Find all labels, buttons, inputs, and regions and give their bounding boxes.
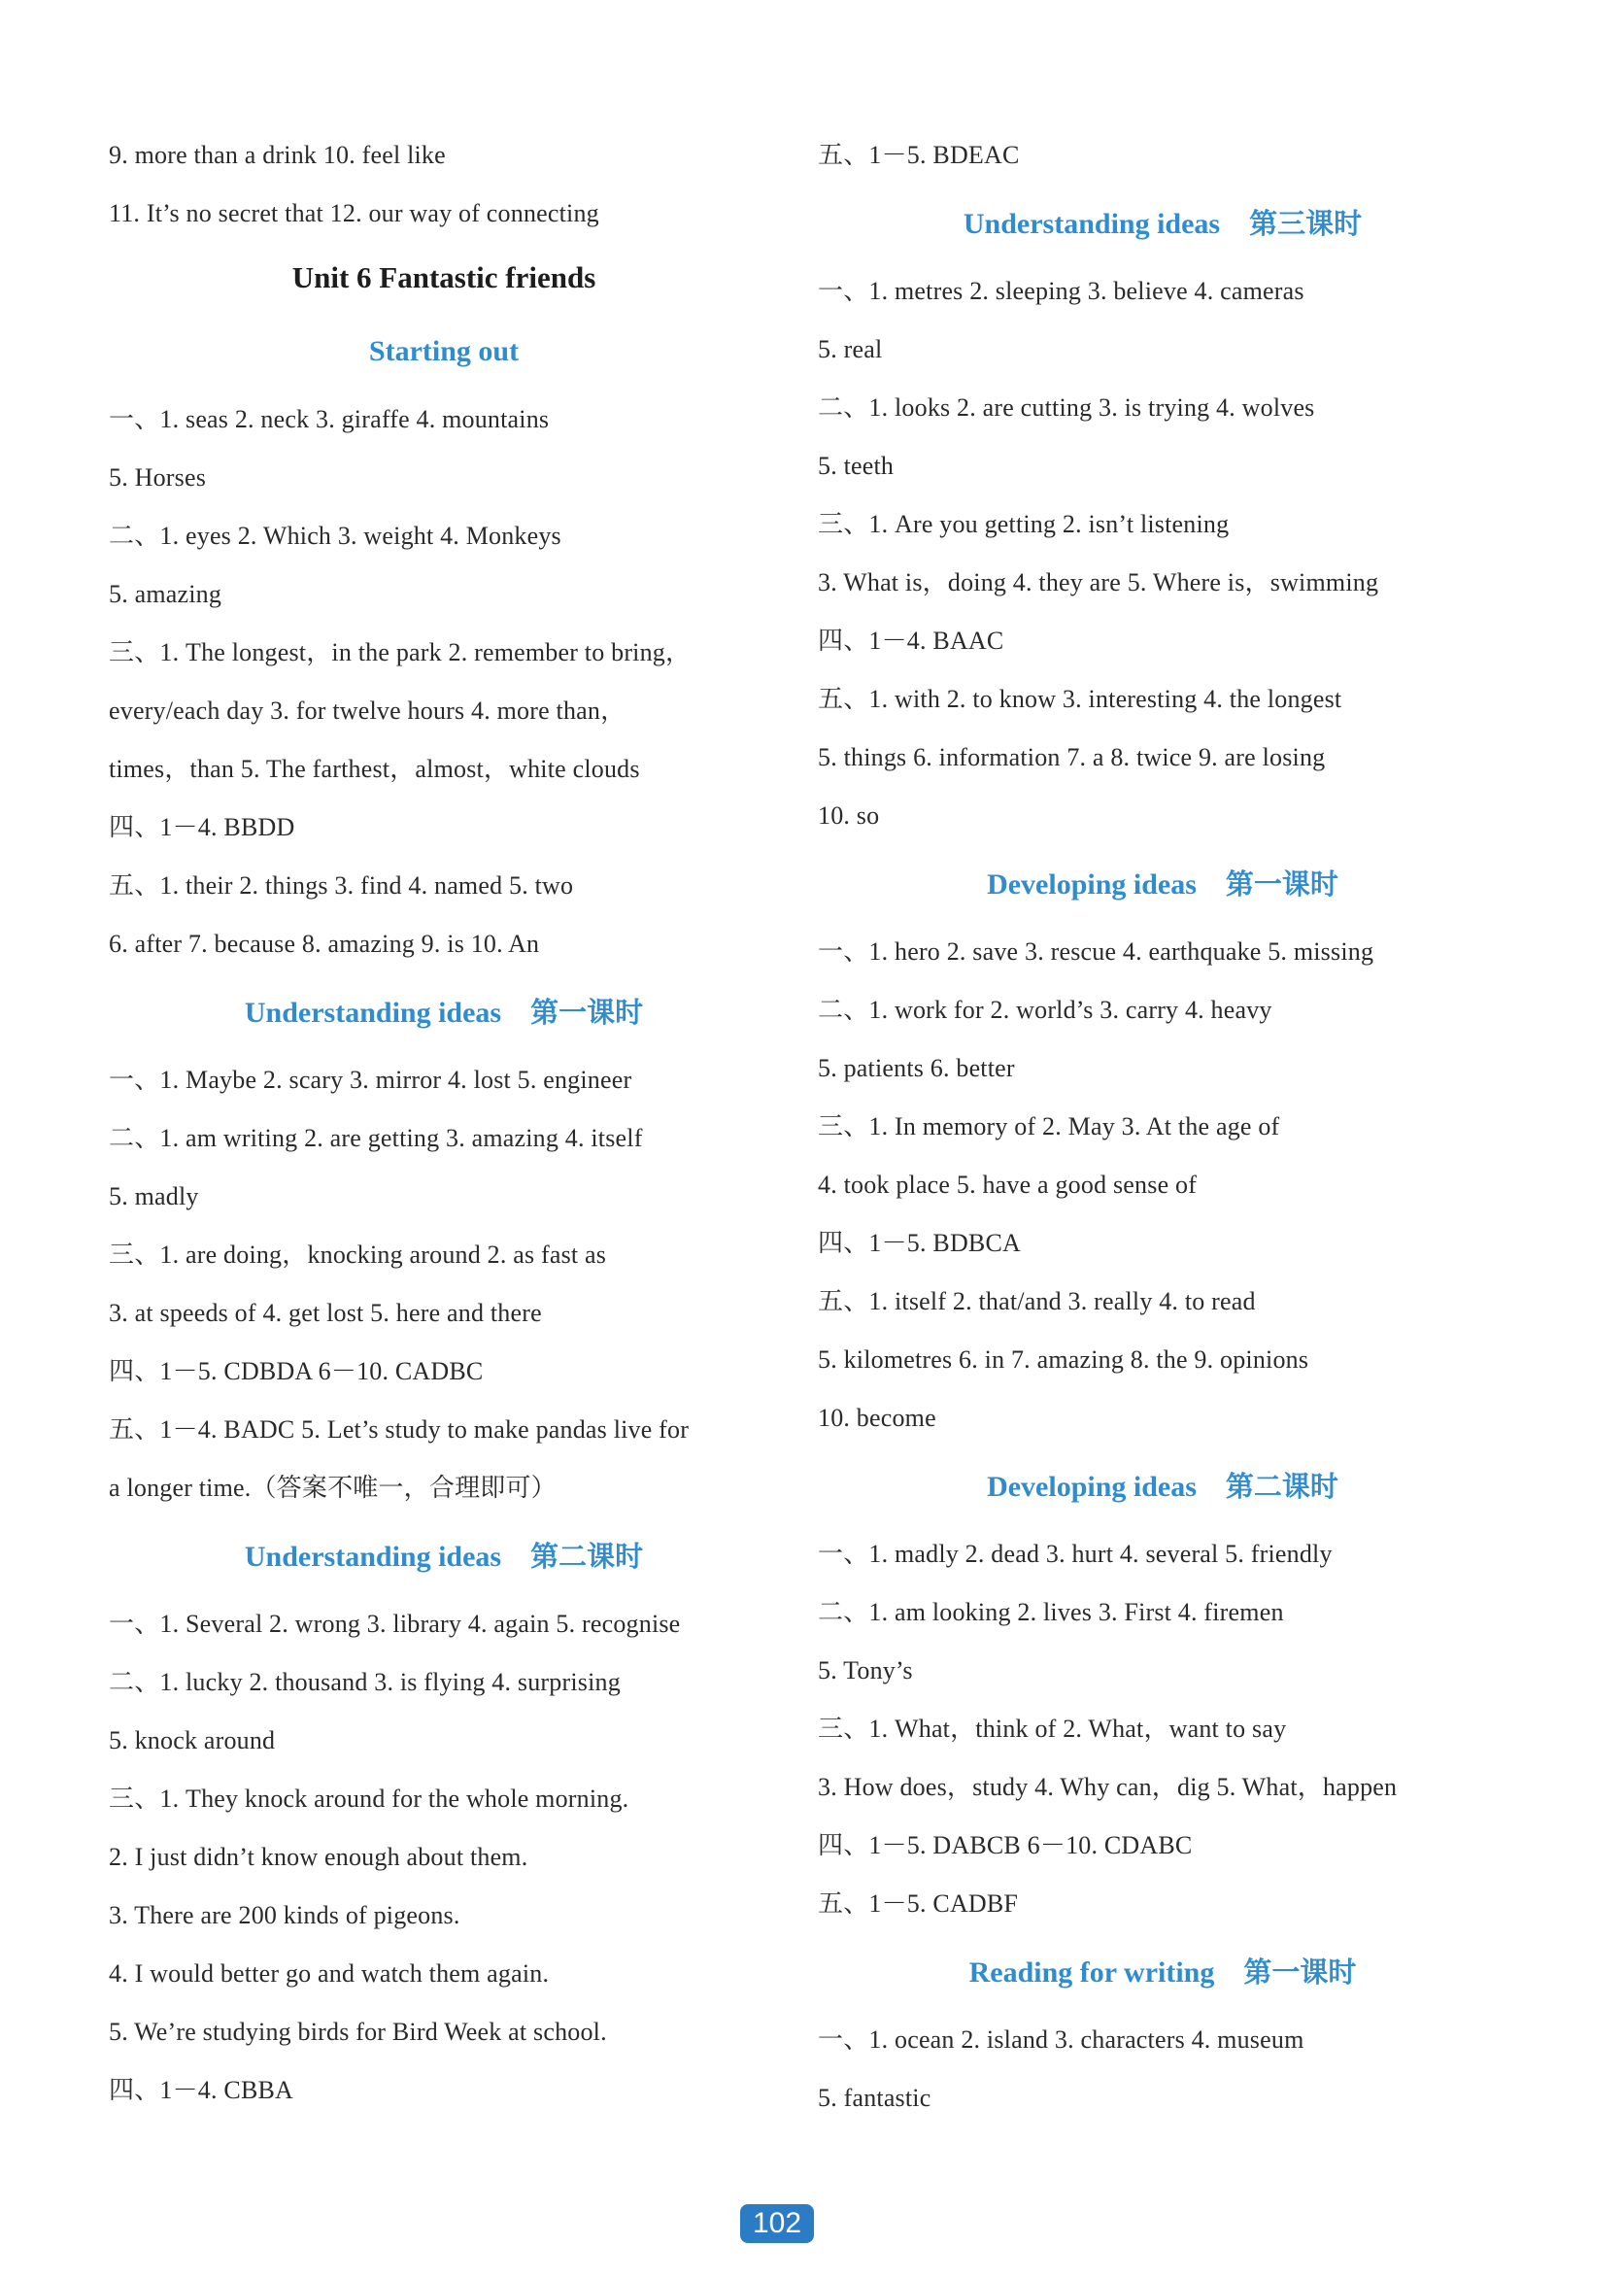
- answer-line: 5. amazing: [109, 580, 222, 608]
- lesson-label: 第一课时: [1243, 1956, 1357, 1989]
- answer-line: 3. What is，doing 4. they are 5. Where is，swimming: [818, 568, 1379, 596]
- section-heading-reading-writing-1: [818, 1933, 1507, 2011]
- answer-line: 2. I just didn’t know enough about them.: [109, 1843, 528, 1871]
- answer-line: 10. become: [818, 1404, 936, 1432]
- answer-line: 9. more than a drink 10. feel like: [109, 141, 446, 169]
- lesson-label: 第三课时: [1249, 207, 1363, 240]
- answer-line: 三、1. In memory of 2. May 3. At the age of: [818, 1112, 1280, 1140]
- answer-line: 五、1. their 2. things 3. find 4. named 5. two: [109, 871, 574, 900]
- answer-line: 三、1. Are you getting 2. isn’t listening: [818, 510, 1230, 538]
- answer-line: 3. How does，study 4. Why can，dig 5. What，happen: [818, 1773, 1398, 1801]
- section-heading-understanding-2: [109, 1517, 779, 1595]
- answer-line: 一、1. ocean 2. island 3. characters 4. museum: [818, 2025, 1304, 2054]
- section-heading-developing-1: [818, 845, 1507, 923]
- answer-line: 五、1－4. BADC 5. Let’s study to make pandas live for: [109, 1415, 690, 1444]
- answer-line: 五、1－5. BDEAC: [818, 141, 1020, 169]
- answer-line: 一、1. seas 2. neck 3. giraffe 4. mountains: [109, 405, 550, 433]
- section-heading-text: Understanding ideas: [244, 997, 502, 1029]
- answer-line: 3. at speeds of 4. get lost 5. here and there: [109, 1299, 542, 1327]
- answer-line: 五、1－5. CADBF: [818, 1889, 1019, 1918]
- left-column: [109, 126, 779, 2120]
- answer-line: 6. after 7. because 8. amazing 9. is 10. An: [109, 930, 540, 958]
- answer-line: 一、1. hero 2. save 3. rescue 4. earthquake 5. missing: [818, 937, 1374, 966]
- answer-line: a longer time.（答案不唯一，合理即可）: [109, 1474, 557, 1502]
- answer-line: 5. Tony’s: [818, 1656, 913, 1684]
- answer-line: 一、1. metres 2. sleeping 3. believe 4. cameras: [818, 277, 1304, 305]
- answer-line: 三、1. The longest，in the park 2. remember to bring，: [109, 638, 692, 666]
- answer-line: 三、1. What，think of 2. What，want to say: [818, 1715, 1287, 1743]
- answer-line: 5. We’re studying birds for Bird Week at school.: [109, 2018, 607, 2046]
- answer-line: 二、1. am writing 2. are getting 3. amazing 4. itself: [109, 1124, 643, 1152]
- answer-line: 二、1. lucky 2. thousand 3. is flying 4. surprising: [109, 1668, 621, 1696]
- answer-line: 一、1. madly 2. dead 3. hurt 4. several 5. friendly: [818, 1540, 1333, 1568]
- answer-line: 5. Horses: [109, 463, 207, 492]
- section-heading-understanding-3: [818, 185, 1507, 262]
- section-heading-text: Starting out: [368, 335, 520, 367]
- answer-line: 10. so: [818, 801, 880, 830]
- answer-line: 4. I would better go and watch them again.: [109, 1959, 550, 1988]
- section-heading-text: Understanding ideas: [963, 208, 1221, 240]
- answer-line: 二、1. eyes 2. Which 3. weight 4. Monkeys: [109, 522, 561, 550]
- answer-line: 四、1－4. CBBA: [109, 2076, 294, 2104]
- answer-line: 四、1－4. BBDD: [109, 813, 295, 841]
- answer-line: 五、1. itself 2. that/and 3. really 4. to read: [818, 1287, 1256, 1315]
- answer-line: 3. There are 200 kinds of pigeons.: [109, 1901, 460, 1929]
- section-heading-developing-2: [818, 1447, 1507, 1525]
- section-heading-starting-out: [109, 313, 779, 391]
- answer-line: 四、1－5. CDBDA 6－10. CADBC: [109, 1357, 484, 1385]
- section-heading-understanding-1: [109, 973, 779, 1051]
- section-heading-text: Developing ideas: [987, 1471, 1197, 1503]
- lesson-label: 第一课时: [530, 996, 644, 1029]
- answer-line: 5. kilometres 6. in 7. amazing 8. the 9. opinions: [818, 1345, 1309, 1374]
- answer-line: 三、1. are doing，knocking around 2. as fast as: [109, 1241, 607, 1269]
- answer-line: 二、1. looks 2. are cutting 3. is trying 4. wolves: [818, 393, 1315, 422]
- lesson-label: 第二课时: [1225, 1470, 1338, 1503]
- answer-line: 5. madly: [109, 1182, 199, 1210]
- answer-line: times，than 5. The farthest，almost，white clouds: [109, 755, 640, 783]
- right-column: [818, 126, 1507, 2127]
- lesson-label: 第一课时: [1225, 867, 1338, 901]
- answer-line: 一、1. Several 2. wrong 3. library 4. again 5. recognise: [109, 1610, 681, 1638]
- answer-line: 5. knock around: [109, 1726, 276, 1754]
- answer-line: 5. real: [818, 335, 883, 363]
- answer-line: 四、1－5. BDBCA: [818, 1229, 1021, 1257]
- answer-line: 三、1. They knock around for the whole morning.: [109, 1785, 629, 1813]
- page-number-badge: 102: [740, 2204, 814, 2243]
- answer-line: 二、1. am looking 2. lives 3. First 4. firemen: [818, 1598, 1284, 1626]
- answer-line: 5. teeth: [818, 452, 895, 480]
- section-heading-text: Developing ideas: [987, 868, 1197, 901]
- answer-line: 五、1. with 2. to know 3. interesting 4. the longest: [818, 685, 1342, 713]
- unit-title: Unit 6 Fantastic friends: [291, 260, 596, 294]
- answer-line: 四、1－4. BAAC: [818, 627, 1004, 655]
- answer-line: every/each day 3. for twelve hours 4. more than，: [109, 697, 626, 725]
- answer-line: 11. It’s no secret that 12. our way of connecting: [109, 199, 599, 227]
- section-heading-text: Reading for writing: [968, 1956, 1215, 1989]
- answer-line: 5. patients 6. better: [818, 1054, 1015, 1082]
- answer-line: 5. things 6. information 7. a 8. twice 9. are losing: [818, 743, 1326, 771]
- answer-line: 四、1－5. DABCB 6－10. CDABC: [818, 1831, 1193, 1859]
- answer-line: 4. took place 5. have a good sense of: [818, 1171, 1198, 1199]
- answer-line: 一、1. Maybe 2. scary 3. mirror 4. lost 5. engineer: [109, 1066, 632, 1094]
- answer-line: 5. fantastic: [818, 2084, 931, 2112]
- answer-line: 二、1. work for 2. world’s 3. carry 4. heavy: [818, 996, 1272, 1024]
- lesson-label: 第二课时: [530, 1540, 644, 1573]
- section-heading-text: Understanding ideas: [244, 1541, 502, 1573]
